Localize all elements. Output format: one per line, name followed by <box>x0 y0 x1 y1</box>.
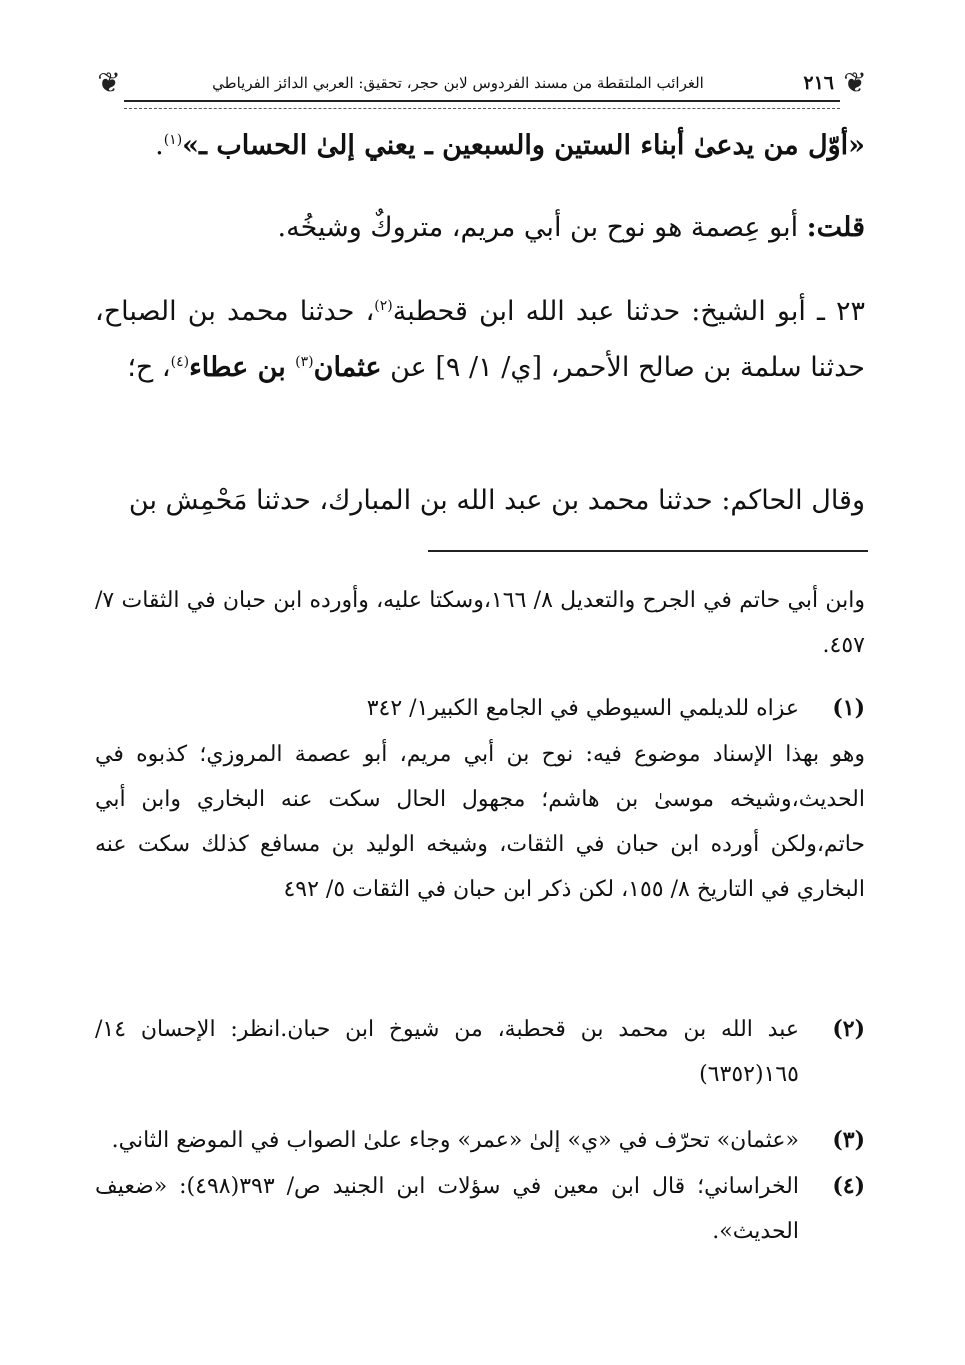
page-number: ٢١٦ <box>803 72 834 94</box>
footnote-text: «عثمان» تحرّف في «ي» إلىٰ «عمر» وجاء علىٰ الصواب في الموضع الثاني. <box>111 1128 799 1153</box>
page-header <box>92 60 872 110</box>
footnote-text: عزاه للديلمي السيوطي في الجامع الكبير١/ ٣٤٢ <box>366 696 799 721</box>
main-paragraph-3 <box>95 284 865 396</box>
footnote-number: (١) <box>832 695 865 721</box>
footnote-2 <box>95 1007 865 1097</box>
footnote-ref-4[interactable]: (٤) <box>170 354 190 370</box>
footnote-text: الخراساني؛ قال ابن معين في سؤلات ابن الجنيد ص/ ٣٩٣(٤٩٨): «ضعيف الحديث». <box>95 1174 799 1244</box>
footnote-text: وهو بهذا الإسناد موضوع فيه: نوح بن أبي مريم، أبو عصمة المروزي؛ كذبوه في الحديث،وشيخه موسىٰ بن هاشم؛ مجهول الحال سكت عنه البخاري وابن أبي حاتم،ولكن أورده ابن حبان في الثقات، وشيخه الوليد بن مسافع كذلك سكت عنه البخاري في التاريخ ٨/ ١٥٥، لكن ذكر ابن حبان في الثقات ٥/ ٤٩٢ <box>95 742 865 902</box>
footnote-1 <box>95 686 865 731</box>
main-paragraph-4 <box>95 473 865 529</box>
footnote-separator <box>428 550 868 552</box>
footnote-continuation <box>95 578 865 668</box>
isnad-part-2: ، حدثنا محمد بن الصباح، حدثنا سلمة بن صالح الأحمر، [ي/ ١/ ٩] عن <box>95 296 865 383</box>
footnote-1-commentary <box>95 732 865 912</box>
footnote-ref-1[interactable]: (١) <box>163 132 183 148</box>
footnote-ref-3[interactable]: (٣) <box>295 354 314 370</box>
footnote-text: عبد الله بن محمد بن قحطبة، من شيوخ ابن حبان.انظر: الإحسان ١٤/ ١٦٥(٦٣٥٢) <box>95 1017 799 1087</box>
footnote-ref-2[interactable]: (٢) <box>374 298 393 314</box>
header-rule <box>124 100 840 109</box>
narrator-uthman: عثمان <box>313 352 382 383</box>
main-paragraph-1 <box>95 118 865 174</box>
footnote-number: (٢) <box>832 1016 865 1042</box>
narrator-ibn-ata: بن عطاء <box>189 352 296 383</box>
ornament-right-icon: ❦ <box>843 66 867 99</box>
isnad-part-1: ٢٣ ـ أبو الشيخ: حدثنا عبد الله ابن قحطبة <box>392 296 865 327</box>
footnote-4 <box>95 1164 865 1254</box>
isnad-part-3: ، ح؛ <box>127 352 171 383</box>
ornament-left-icon: ❦ <box>97 66 121 99</box>
isnad-hakim: وقال الحاكم: حدثنا محمد بن عبد الله بن المبارك، حدثنا مَحْمِش بن <box>128 485 865 516</box>
main-paragraph-2 <box>95 200 865 256</box>
running-title: الغرائب الملتقطة من مسند الفردوس لابن حجر، تحقيق: العربي الدائز الفرياطي <box>212 74 704 92</box>
qult-text: أبو عِصمة هو نوح بن أبي مريم، متروكٌ وشيخُه. <box>277 212 807 243</box>
sentence-end: . <box>155 130 164 161</box>
footnote-continuation-text: وابن أبي حاتم في الجرح والتعديل ٨/ ١٦٦،وسكتا عليه، وأورده ابن حبان في الثقات ٧/ ٤٥٧. <box>95 588 865 658</box>
footnote-number: (٤) <box>832 1173 865 1199</box>
footnote-3 <box>95 1118 865 1163</box>
qult-label: قلت: <box>806 212 865 243</box>
hadith-text: «أوّل من يدعىٰ أبناء الستين والسبعين ـ يعني إلىٰ الحساب ـ» <box>182 130 865 161</box>
footnote-number: (٣) <box>832 1127 865 1153</box>
